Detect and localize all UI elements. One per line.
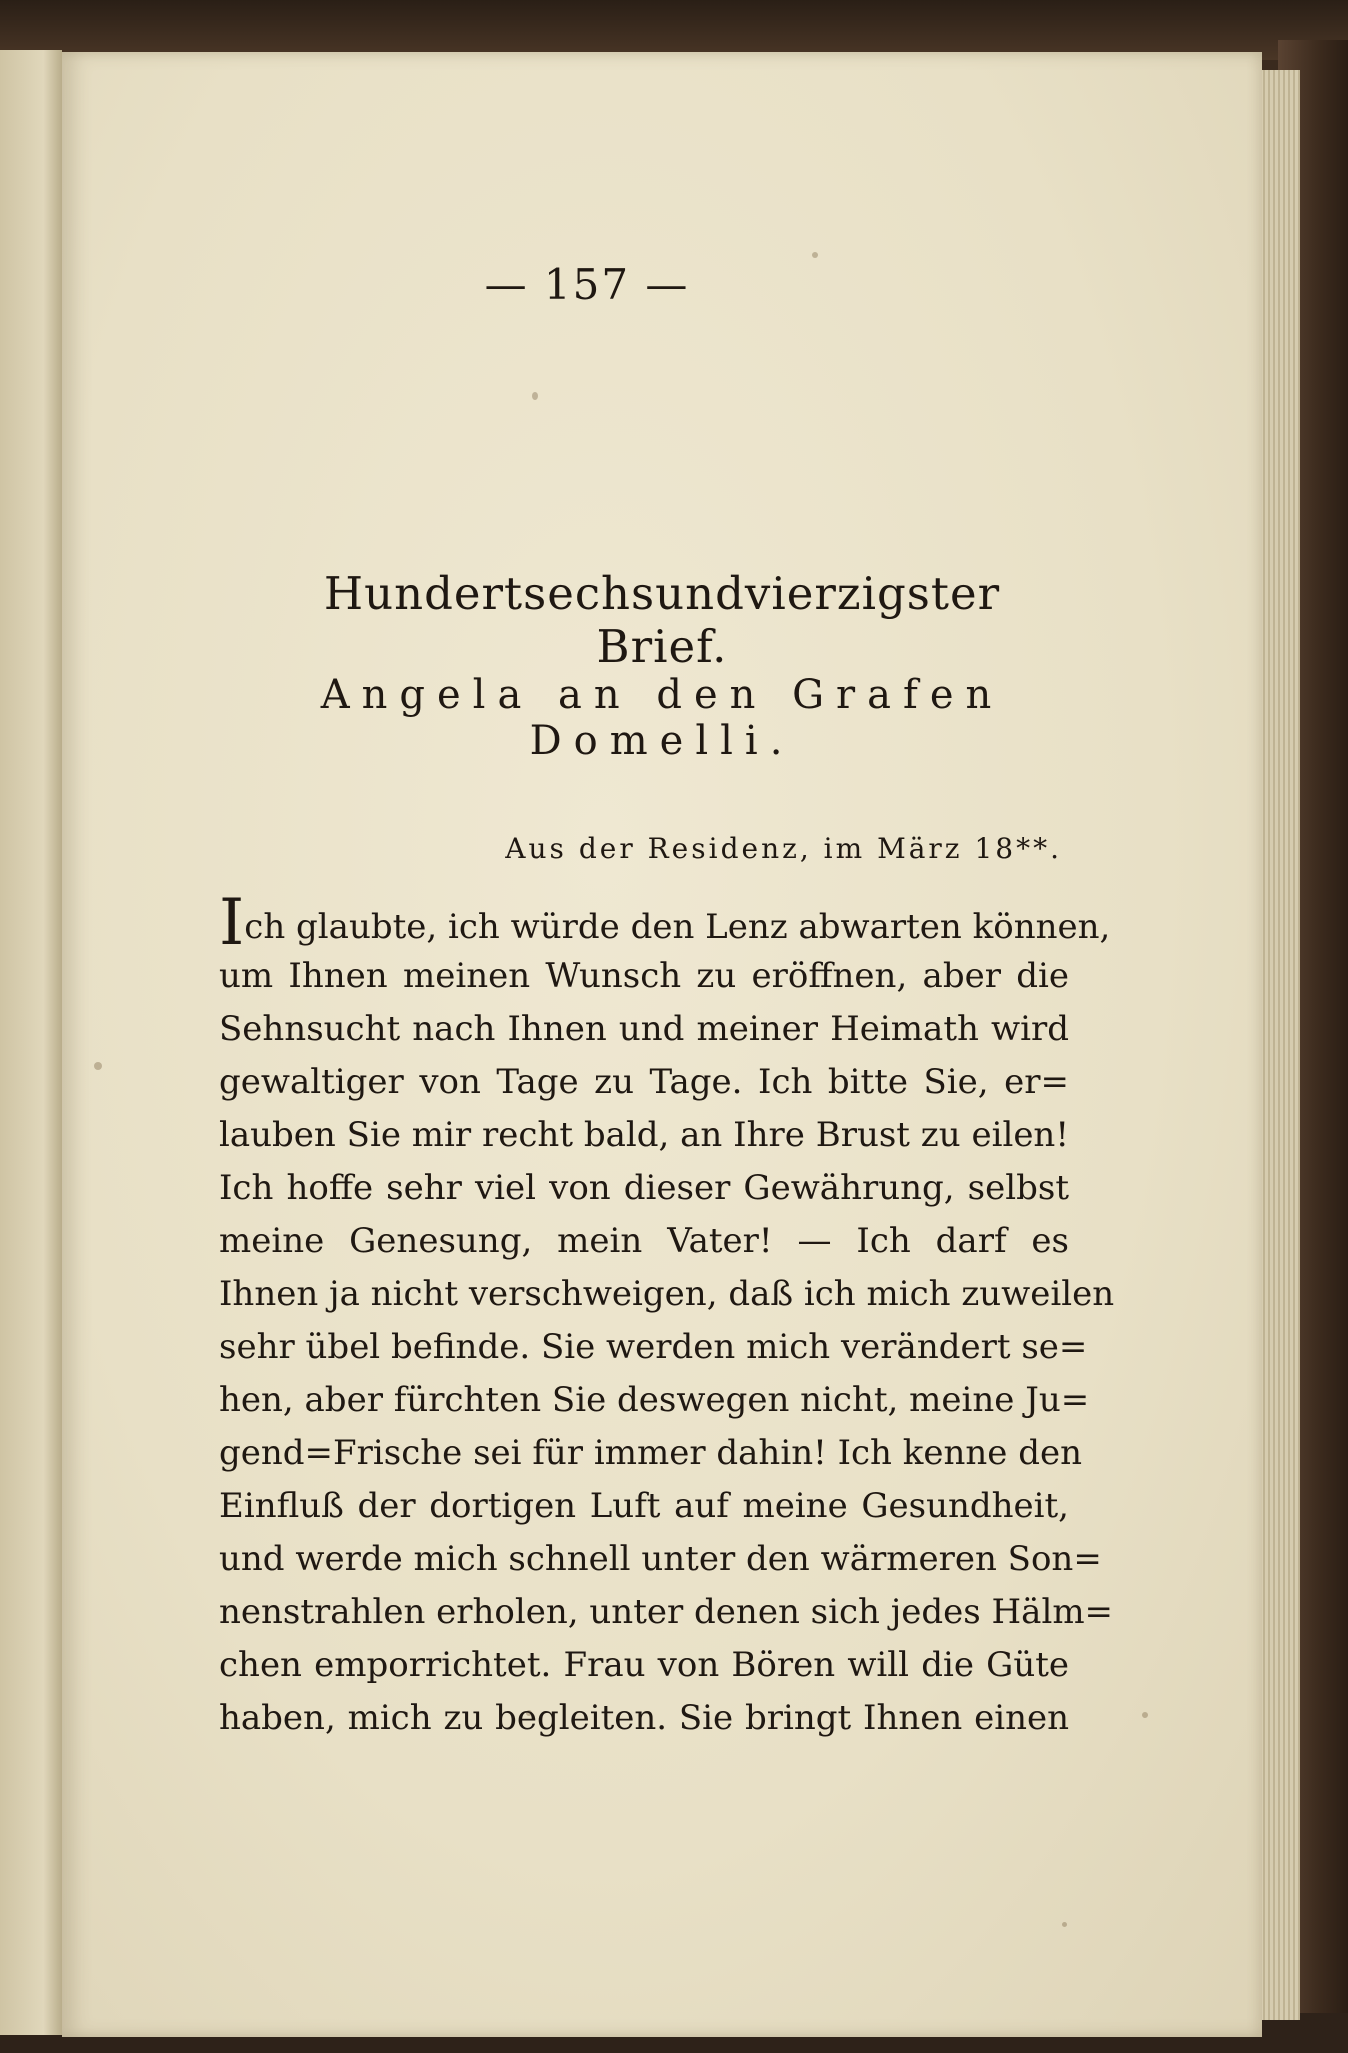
first-line-text: ch glaubte, ich würde den Lenz abwarten können, [244,907,1111,947]
page-number: — 157 — [484,260,690,309]
text-line: lauben Sie mir recht bald, an Ihre Brust zu eilen! [219,1115,1069,1155]
text-line: gend=Frische sei für immer dahin! Ich kenne den [219,1433,1082,1473]
text-line: Einfluß der dortigen Luft auf meine Gesundheit, [219,1486,1069,1526]
left-page-edge [0,50,62,2035]
text-line: nenstrahlen erholen, unter denen sich jedes Hälm= [219,1592,1114,1632]
book-cover-top [0,0,1348,60]
text-line: Ihnen ja nicht verschweigen, daß ich mich zuweilen [219,1274,1115,1314]
paper-spot [1142,1712,1148,1718]
letter-subtitle: Angela an den Grafen Domelli. [320,672,1004,764]
book-page [62,52,1262,2037]
text-line: Ich hoffe sehr viel von dieser Gewährung, selbst [219,1168,1069,1208]
text-line [219,886,1111,960]
text-line: gewaltiger von Tage zu Tage. Ich bitte Sie, er= [219,1062,1069,1102]
page-block-edges [1260,70,1300,2020]
text-line: haben, mich zu begleiten. Sie bringt Ihnen einen [219,1698,1069,1738]
paper-spot [532,392,538,400]
letter-title: Hundertsechsundvierzigster Brief. [323,567,1001,673]
text-line: chen emporrichtet. Frau von Bören will die Güte [219,1645,1069,1685]
text-line: sehr übel befinde. Sie werden mich verändert se= [219,1327,1088,1367]
letter-body [219,886,1115,1745]
text-line: hen, aber fürchten Sie deswegen nicht, meine Ju= [219,1380,1090,1420]
paper-spot [812,252,818,258]
paper-spot [1062,1922,1067,1927]
text-line: und werde mich schnell unter den wärmeren Son= [219,1539,1102,1579]
letter-dateline: Aus der Residenz, im März 18**. [505,832,1062,865]
text-line: um Ihnen meinen Wunsch zu eröffnen, aber die [219,956,1069,996]
drop-cap: I [219,886,245,960]
text-line: meine Genesung, mein Vater! — Ich darf es [219,1221,1069,1261]
paper-spot [94,1062,102,1070]
text-line: Sehnsucht nach Ihnen und meiner Heimath wird [219,1009,1069,1049]
